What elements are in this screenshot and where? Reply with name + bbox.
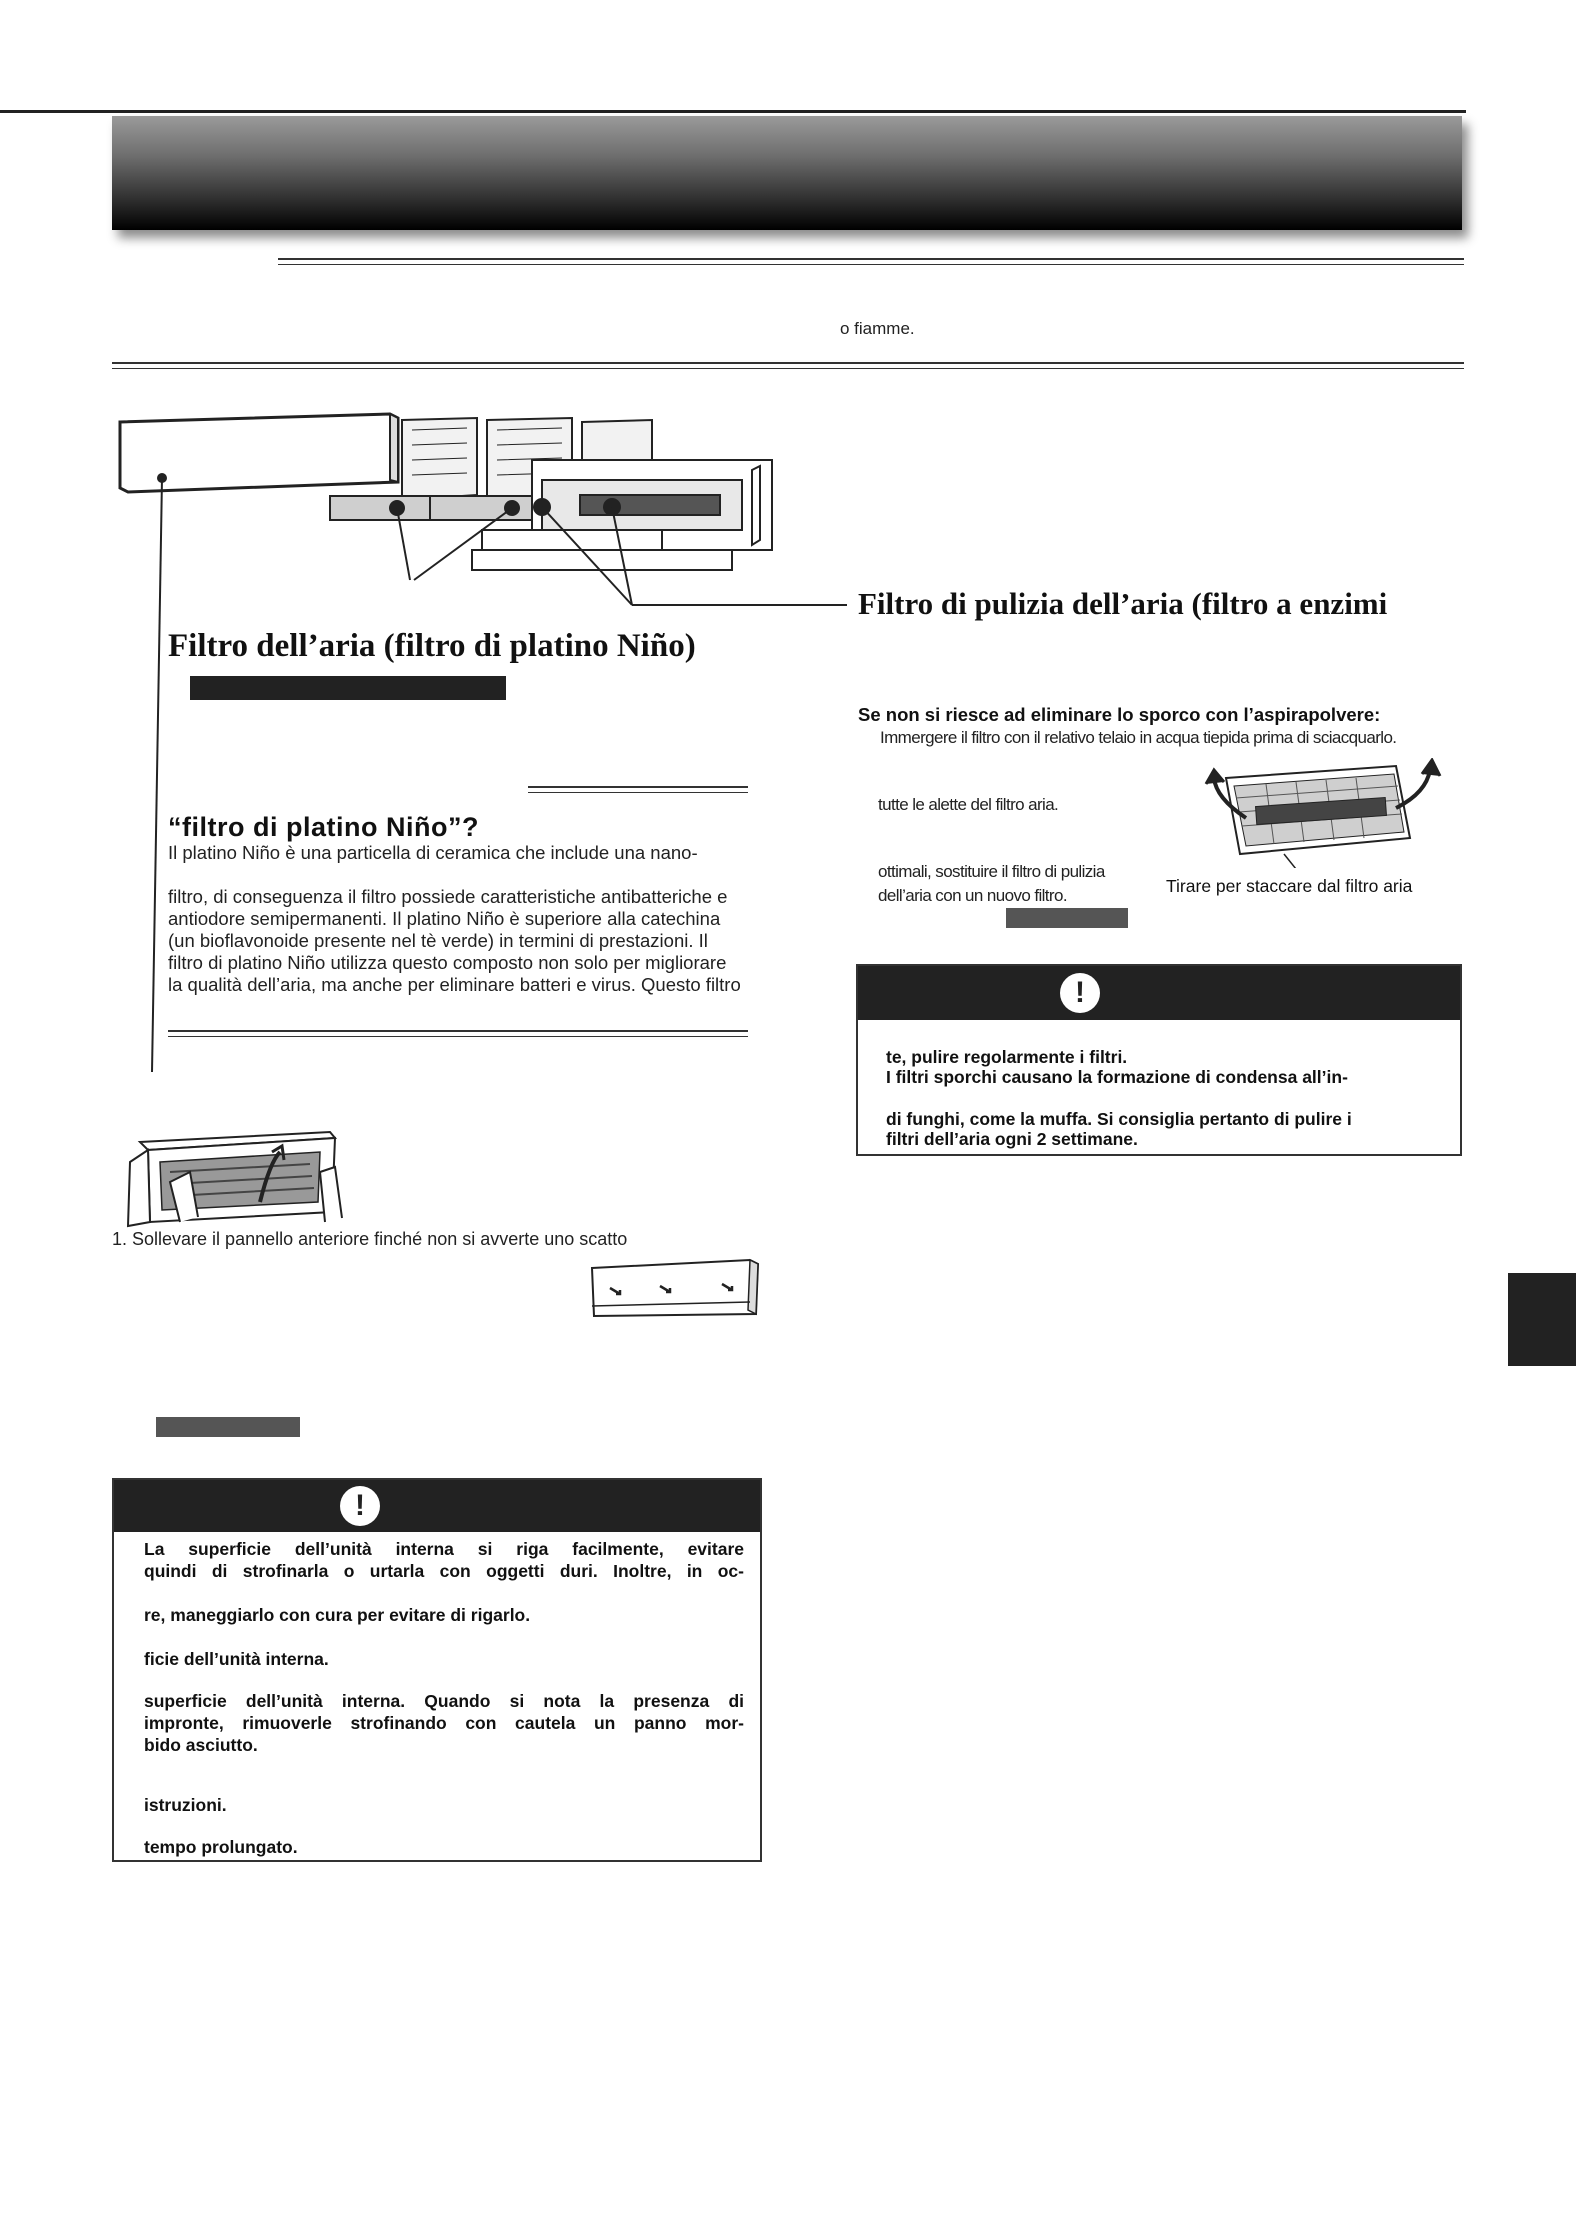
intro-bottom-rule [112, 362, 1464, 369]
side-thumb-tab [1508, 1273, 1576, 1366]
redacted-bar [1006, 908, 1128, 928]
caution-line: tempo prolungato. [144, 1837, 298, 1857]
caution-line: superficie dell’unità interna. Quando si nota la presenza di [144, 1691, 744, 1711]
caution-header [858, 966, 1460, 1020]
right-line-1: Immergere il filtro con il relativo telaio in acqua tiepida prima di sciacquarlo. [880, 728, 1397, 747]
right-line-2: tutte le alette del filtro aria. [878, 795, 1059, 814]
caution-box-right [856, 964, 1462, 1156]
caution-line: te, pulire regolarmente i filtri. [886, 1047, 1128, 1067]
nino-line: Il platino Niño è una particella di ceramica che include una nano- [168, 842, 698, 863]
step-one-text: 1. Sollevare il pannello anteriore finché non si avverte uno scatto [112, 1229, 628, 1249]
right-line-3: ottimali, sostituire il filtro di pulizia [878, 862, 1105, 881]
top-note: o fiamme. [840, 319, 915, 338]
redacted-bar [156, 1417, 300, 1437]
nino-bottom-rule [168, 1030, 748, 1037]
enzyme-filter-illustration [1196, 758, 1444, 868]
label-enzyme-filter: Filtro di pulizia dell’aria (filtro a enzimi [858, 586, 1388, 621]
caution-line: filtri dell’aria ogni 2 settimane. [886, 1129, 1138, 1149]
nino-heading: “filtro di platino Niño”? [168, 812, 479, 842]
caution-line: istruzioni. [144, 1795, 227, 1815]
nino-paragraph [168, 842, 741, 996]
nino-line: (un bioflavonoide presente nel tè verde) in termini di prestazioni. Il [168, 930, 708, 951]
nino-line: la qualità dell’aria, ma anche per eliminare batteri e virus. Questo filtro [168, 974, 741, 995]
right-heading: Se non si riesce ad eliminare lo sporco con l’aspirapolvere: [858, 704, 1381, 725]
caution-line: quindi di strofinarla o urtarla con oggetti duri. Inoltre, in oc- [144, 1561, 744, 1581]
caution-line: ficie dell’unità interna. [144, 1649, 329, 1669]
redacted-bar [190, 676, 506, 700]
filter-caption: Tirare per staccare dal filtro aria [1166, 876, 1413, 896]
caution-line: bido asciutto. [144, 1735, 258, 1755]
caution-line: La superficie dell’unità interna si riga facilmente, evitare [144, 1539, 744, 1559]
section-header-band [112, 116, 1462, 230]
right-line-4: dell’aria con un nuovo filtro. [878, 886, 1067, 905]
nino-section-rule [528, 786, 748, 793]
top-rule [0, 110, 1466, 113]
caution-line: impronte, rimuoverle strofinando con cautela un panno mor- [144, 1713, 744, 1733]
unit-front-small-illustration [590, 1258, 760, 1318]
header-double-rule [278, 258, 1464, 265]
caution-line: I filtri sporchi causano la formazione di condensa all’in- [886, 1067, 1348, 1087]
nino-line: filtro di platino Niño utilizza questo composto non solo per migliorare [168, 952, 727, 973]
nino-line: filtro, di conseguenza il filtro possiede caratteristiche antibatteriche e [168, 886, 728, 907]
caution-box-left [112, 1478, 762, 1862]
nino-line: antiodore semipermanenti. Il platino Niño è superiore alla catechina [168, 908, 721, 929]
lift-panel-illustration [120, 1122, 350, 1232]
exclamation-icon: ! [1060, 973, 1100, 1013]
caution-header [114, 1480, 760, 1532]
caution-line: re, maneggiarlo con cura per evitare di rigarlo. [144, 1605, 531, 1625]
exclamation-icon: ! [340, 1486, 380, 1526]
label-platinum-filter: Filtro dell’aria (filtro di platino Niño) [168, 628, 696, 664]
caution-line: di funghi, come la muffa. Si consiglia pertanto di pulire i [886, 1109, 1352, 1129]
